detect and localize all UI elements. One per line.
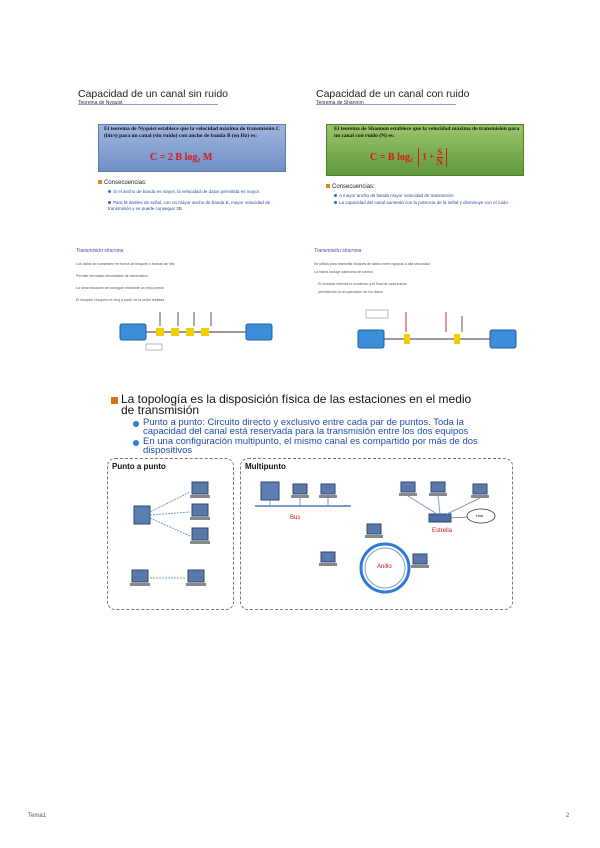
theorem-text: El teorema de Nyquist establece que la velocidad máxima de transmisión C (bit/s) para un canal (sin ruido) con ancho de banda B (en Hz) es:	[104, 126, 280, 139]
ring-pc-3	[411, 554, 429, 568]
slide-line-3: El receptor detecta el comienzo y el final de cada trama	[318, 282, 407, 286]
bus-pc-1	[291, 484, 309, 498]
slide-line-2: Permite elevadas velocidades de transmisión	[76, 274, 149, 278]
slide-line-2: La trama incluye cabecera de control	[314, 270, 373, 274]
point-to-point-definition: Punto a punto: Circuito directo y exclusivo entre cada par de puntos. Toda la capacidad del canal está reservada para la transmisión entre los dos equipos	[143, 417, 469, 437]
bus-server	[261, 482, 279, 500]
topology-definition: La topología es la disposición física de las estaciones en el medio de transmisión	[121, 392, 472, 417]
shannon-formula: C = B log₂ 1 + $\frac{S}{N}$	[370, 148, 447, 167]
star-label: Estrella	[432, 528, 453, 534]
slide-line-1: Se utiliza para transmitir bloques de datos entre equipos a alta velocidad	[314, 262, 430, 266]
slide-sync-2	[314, 248, 534, 358]
ring-label: Anillo	[377, 564, 392, 570]
device-right	[490, 330, 516, 348]
slide-sync-1	[76, 248, 300, 358]
formula-num: S	[437, 147, 443, 157]
slide-title: Transmisión síncrona	[314, 248, 362, 254]
consequence-1: A mayor ancho de banda mayor velocidad de transmisión	[334, 193, 524, 199]
consequences-heading: Consecuencias:	[98, 180, 147, 186]
star-pc-1	[399, 482, 417, 496]
slide-line-3: La sincronización se consigue mediante un reloj común	[76, 286, 165, 290]
star-pc-3	[471, 484, 489, 498]
multipoint-label: Multipunto	[245, 462, 286, 471]
pc-1	[190, 482, 210, 498]
device-right	[246, 324, 272, 340]
slide-title: Capacidad de un canal con ruido	[316, 88, 470, 100]
bus-pc-2	[319, 484, 337, 498]
slide-shannon	[312, 82, 532, 222]
bullet-square	[111, 397, 118, 404]
slide-line-4: permitiendo la recuperación de los datos	[318, 290, 383, 294]
ring-pc-1	[365, 524, 383, 538]
device-left	[358, 330, 384, 348]
bus-label: Bus	[290, 515, 301, 521]
multipoint-definition: En una configuración multipunto, el mismo canal es compartido por más de dos dispositivos	[143, 436, 478, 456]
point-to-point-label: Punto a punto	[112, 462, 166, 471]
device-left	[120, 324, 146, 340]
slide-line-1: Los datos se transmiten en forma de bloques o tramas de bits	[76, 262, 175, 266]
pc-5	[186, 570, 206, 586]
bullet-dot	[133, 421, 139, 427]
point-to-point-diagram	[108, 472, 230, 606]
theorem-text: El teorema de Shannon establece que la velocidad máxima de transmisión para un canal con ruido (N) es:	[334, 126, 520, 139]
central-device	[134, 506, 150, 524]
sync-diagram	[354, 306, 524, 356]
pc-3	[190, 528, 210, 544]
slide-line-4: El receptor recupera el reloj a partir de la señal recibida	[76, 298, 165, 302]
ring-pc-2	[319, 552, 337, 566]
slide-subtitle: Teorema de Shannon	[316, 100, 364, 106]
slide-nyquist	[78, 82, 298, 222]
slide-subtitle: Teorema de Nyquist	[78, 100, 123, 106]
consequence-2: Para M niveles de señal, con un mayor ancho de banda B, mayor velocidad de transmisión y se puede conseguir 2B.	[108, 200, 271, 211]
multipoint-diagram	[241, 472, 509, 606]
pc-4	[130, 570, 150, 586]
hub-label: Hub	[476, 513, 484, 518]
consequence-1: Si el ancho de banda es mayor, la velocidad de datos permitida es mayor.	[108, 189, 293, 195]
consequences-heading: Consecuencias:	[326, 184, 375, 190]
formula-den: N	[436, 157, 444, 167]
slide-title: Capacidad de un canal sin ruido	[78, 88, 229, 100]
slide-title: Transmisión síncrona	[76, 248, 124, 254]
consequence-2: La capacidad del canal aumenta con la potencia de la señal y disminuye con el ruido	[334, 200, 524, 206]
sync-diagram	[116, 308, 276, 354]
page-number: 2	[566, 813, 570, 819]
formula-main: C = B log₂	[370, 151, 413, 163]
bullet-dot	[133, 440, 139, 446]
star-switch	[429, 514, 451, 522]
pc-2	[190, 504, 210, 520]
star-pc-2	[429, 482, 447, 496]
nyquist-formula: C = 2 B log₂ M	[150, 152, 213, 163]
footer-left: Tema1	[28, 813, 47, 819]
